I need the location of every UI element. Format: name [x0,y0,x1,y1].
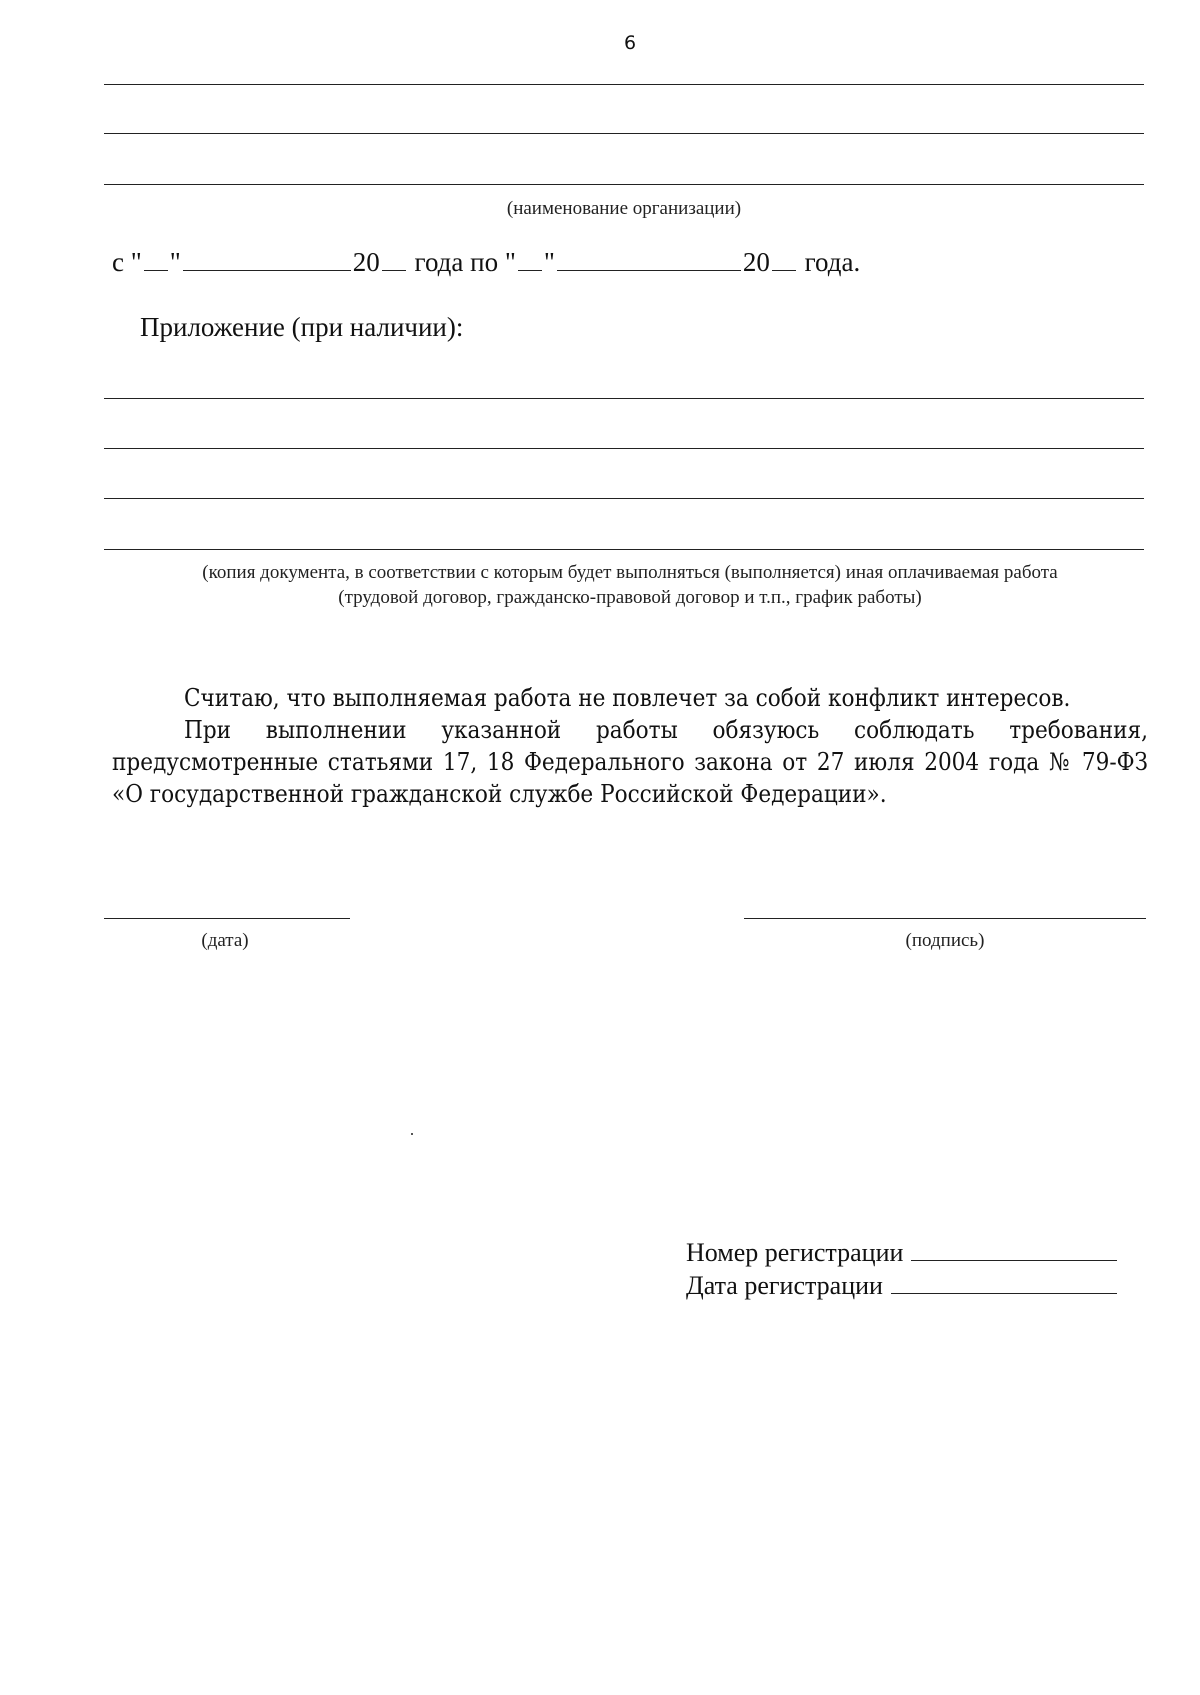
attachment-caption-line-1: (копия документа, в соответствии с которым будет выполняться (выполняется) иная оплачиваемая работа [202,562,1058,583]
period-year-prefix-to: 20 [742,247,770,277]
signature-caption: (подпись) [905,930,985,951]
period-year-prefix-from: 20 [352,247,380,277]
period-mid-text: года по " [407,247,516,277]
registration-date-row [686,1271,1117,1301]
to-month-blank[interactable] [557,248,741,271]
from-day-blank[interactable] [144,248,168,271]
period-from-prefix: с " [112,247,142,277]
organization-line-3 [104,184,1144,185]
to-year-blank[interactable] [772,248,796,271]
period-end-text: года. [797,247,861,277]
date-caption: (дата) [201,930,249,951]
statement-paragraph-1: Считаю, что выполняемая работа не повлечет за собой конфликт интересов. [184,684,1071,712]
organization-line-2 [104,133,1144,134]
page-number: 6 [623,32,637,54]
attachment-line-2 [104,448,1144,449]
organization-caption: (наименование организации) [506,198,742,219]
attachment-label: Приложение (при наличии): [140,312,464,342]
period-quote-close: " [169,247,181,277]
from-month-blank[interactable] [183,248,351,271]
attachment-line-1 [104,398,1144,399]
attachment-line-3 [104,498,1144,499]
statement-paragraph-2: При выполнении указанной работы обязуюсь соблюдать требования, предусмотренные статьями 17, 18 Федерального закона от 27 июля 2004 года № 79-ФЗ «О государственной гражданской службе Российской Федерации». [112,716,1148,808]
registration-date-blank[interactable] [891,1273,1117,1294]
from-year-blank[interactable] [382,248,406,271]
attachment-caption-line-2: (трудовой договор, гражданско-правовой договор и т.п., график работы) [338,587,922,608]
registration-number-blank[interactable] [911,1240,1117,1261]
attachment-line-4 [104,549,1144,550]
period-quote-close-2: " [543,247,555,277]
organization-line-1 [104,84,1144,85]
date-line [104,918,350,919]
signature-line [744,918,1146,919]
period-line [112,247,860,278]
scan-speck [411,1133,413,1135]
registration-date-label: Дата регистрации [686,1271,883,1300]
to-day-blank[interactable] [518,248,542,271]
registration-number-row [686,1238,1117,1268]
registration-number-label: Номер регистрации [686,1238,904,1267]
